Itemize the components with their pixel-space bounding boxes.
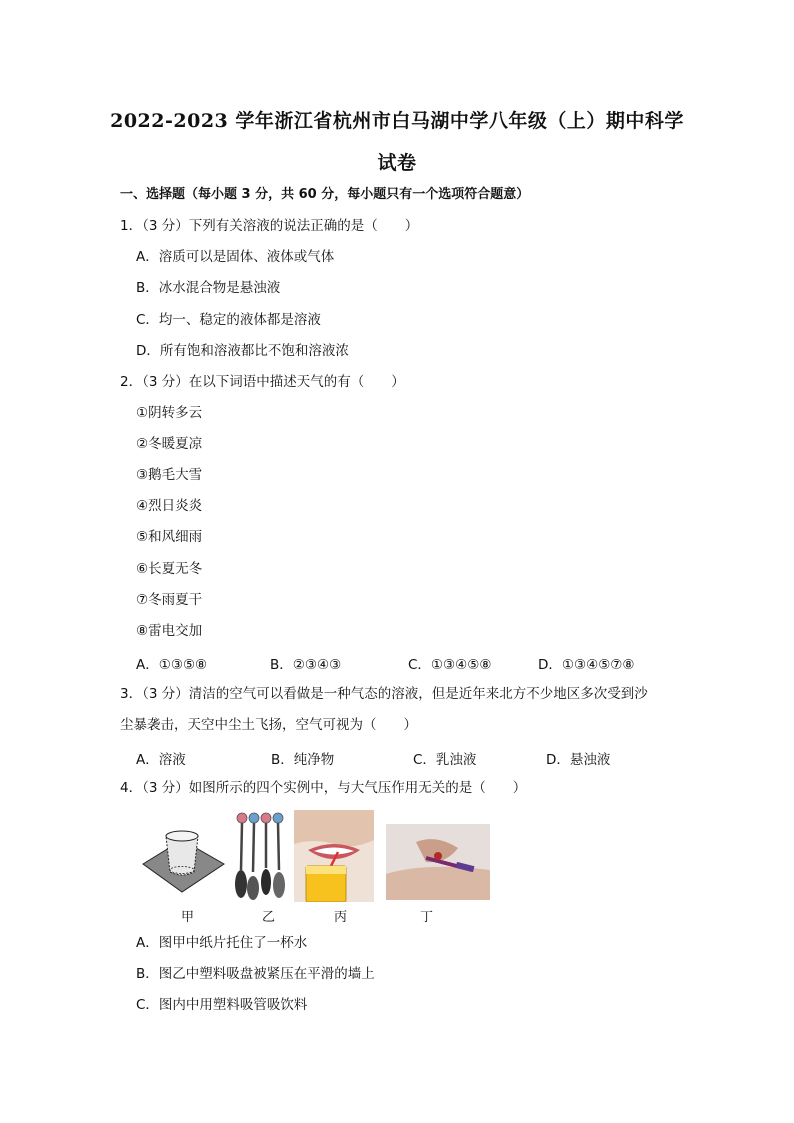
q2-item: ⑧雷电交加	[136, 623, 203, 639]
figure-blood-draw	[386, 824, 490, 900]
q2-item: ①阴转多云	[136, 405, 203, 421]
q2-item: ⑤和风细雨	[136, 529, 203, 545]
q1-stem: 1．（3 分）下列有关溶液的说法正确的是（ ）	[120, 218, 419, 234]
figure-cup-paper	[138, 822, 228, 904]
q2-option-a: A．①③⑤⑧	[136, 657, 208, 673]
figure-label-ding: 丁	[420, 910, 434, 925]
q2-item: ⑦冬雨夏干	[136, 592, 203, 608]
q2-item: ④烈日炎炎	[136, 498, 203, 514]
q4-option-c: C．图内中用塑料吸管吸饮料	[136, 997, 308, 1013]
q3-option-d: D．悬浊液	[546, 752, 611, 768]
figure-label-jia: 甲	[181, 910, 195, 925]
q1-option-d: D．所有饱和溶液都比不饱和溶液浓	[136, 343, 349, 359]
figure-suction-hooks	[232, 810, 292, 902]
q2-stem: 2．（3 分）在以下词语中描述天气的有（ ）	[120, 374, 405, 390]
q4-option-b: B．图乙中塑料吸盘被紧压在平滑的墙上	[136, 966, 375, 982]
q4-stem: 4．（3 分）如图所示的四个实例中，与大气压作用无关的是（ ）	[120, 780, 527, 796]
q2-item: ⑥长夏无冬	[136, 561, 203, 577]
q4-figures	[136, 810, 496, 920]
q2-item: ③鹅毛大雪	[136, 467, 203, 483]
q3-option-a: A．溶液	[136, 752, 186, 768]
figure-label-yi: 乙	[262, 910, 276, 925]
q3-option-b: B．纯净物	[271, 752, 335, 768]
exam-title-line1: 2022-2023 学年浙江省杭州市白马湖中学八年级（上）期中科学	[110, 110, 684, 132]
q1-option-c: C．均一、稳定的液体都是溶液	[136, 312, 321, 328]
q2-option-b: B．②③④③	[270, 657, 342, 673]
exam-title-line2: 试卷	[377, 152, 417, 174]
q2-item: ②冬暖夏凉	[136, 436, 203, 452]
q3-option-c: C．乳浊液	[413, 752, 477, 768]
section-heading: 一、选择题（每小题 3 分，共 60 分，每小题只有一个选项符合题意）	[120, 187, 530, 202]
q1-option-a: A．溶质可以是固体、液体或气体	[136, 249, 335, 265]
figure-label-bing: 丙	[334, 910, 348, 925]
q2-option-d: D．①③④⑤⑦⑧	[538, 657, 635, 673]
q4-option-a: A．图甲中纸片托住了一杯水	[136, 935, 308, 951]
figure-drinking-straw	[294, 810, 374, 902]
q3-stem-line1: 3．（3 分）清洁的空气可以看做是一种气态的溶液，但是近年来北方不少地区多次受到沙	[120, 686, 648, 702]
q3-stem-line2: 尘暴袭击，天空中尘土飞扬，空气可视为（ ）	[120, 717, 417, 733]
q2-option-c: C．①③④⑤⑧	[408, 657, 492, 673]
q1-option-b: B．冰水混合物是悬浊液	[136, 280, 281, 296]
